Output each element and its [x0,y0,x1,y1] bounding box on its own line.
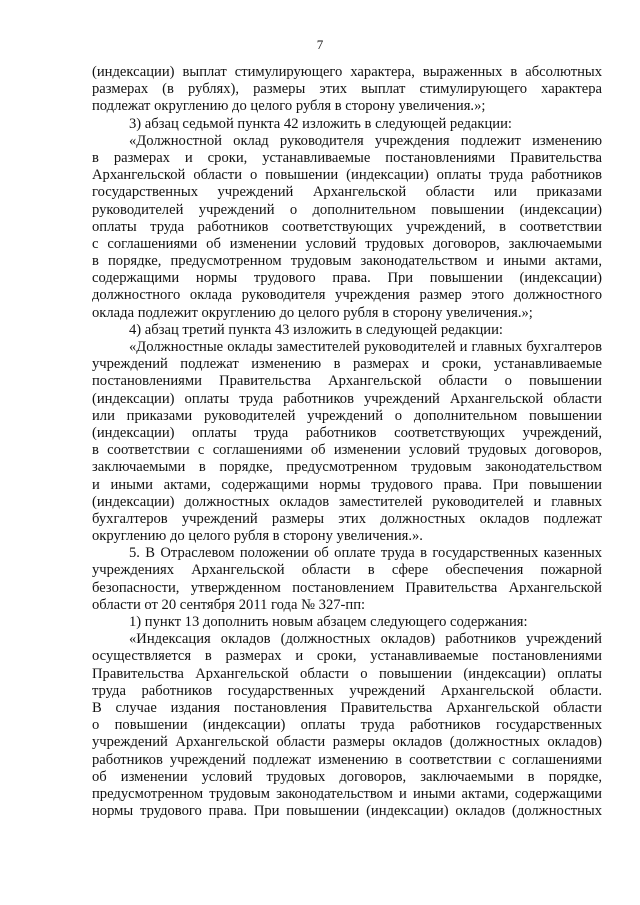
text-line: «Индексация окладов (должностных окладов) работников учреждений [129,631,602,648]
text-line: (индексации) должностных окладов заместителей руководителей и главных [92,493,602,510]
text-line: государственных учреждений Архангельской области или приказами [92,184,602,201]
text-line: округлению до целого рубля в сторону увеличения.». [92,528,423,545]
text-line: и иными актами, содержащими нормы трудового права. При повышении [92,476,602,493]
text-line: Архангельской области о повышении (индексации) оплаты труда работников [92,167,602,184]
text-line: работников учреждений подлежат изменению в соответствии с соглашениями [92,751,602,768]
document-body [92,64,602,820]
text-line: (индексации) оплаты труда работников учреждений Архангельской области [92,390,602,407]
text-line: осуществляется в размерах и сроки, устанавливаемые постановлениями [92,648,602,665]
text-line: 1) пункт 13 дополнить новым абзацем следующего содержания: [129,614,528,630]
text-line: в соответствии с соглашениями об изменении условий трудовых договоров, [92,442,602,459]
page-number: 7 [316,37,324,52]
text-line: о повышении (индексации) оплаты труда работников государственных [92,717,602,734]
text-line: содержащими нормы трудового права. При повышении (индексации) [92,270,602,287]
text-line: об изменении условий трудовых договоров, заключаемыми в порядке, [92,768,602,785]
text-line: учреждениях Архангельской области в сфере обеспечения пожарной [92,562,602,579]
text-line: или приказами руководителей учреждений о дополнительном повышении [92,407,602,424]
text-line: учреждений Архангельской области размеры окладов (должностных окладов) [92,734,602,751]
text-line: оплаты труда работников соответствующих учреждений, в соответствии [92,218,602,235]
text-line: бухгалтеров учреждений размеры этих должностных окладов подлежат [92,510,602,527]
text-line: в порядке, предусмотренном трудовым законодательством и иными актами, [92,253,602,270]
text-line: «Должностной оклад руководителя учреждения подлежит изменению [129,132,602,149]
text-line: 4) абзац третий пункта 43 изложить в следующей редакции: [129,321,503,338]
text-line: 5. В Отраслевом положении об оплате труда в государственных казенных [129,545,602,562]
text-line: с соглашениями об изменении условий трудовых договоров, заключаемыми [92,235,602,252]
text-line: размерах (в рублях), размеры этих выплат стимулирующего характера [92,81,602,98]
text-line: постановлениями Правительства Архангельской области о повышении [92,373,602,390]
text-line: должностного оклада руководителя учреждения размер этого должностного [92,287,602,304]
text-line: Правительства Архангельской области о повышении (индексации) оплаты [92,665,602,682]
text-line: «Должностные оклады заместителей руководителей и главных бухгалтеров [129,339,602,355]
text-line: В случае издания постановления Правительства Архангельской области [92,699,602,716]
text-line: труда работников государственных учреждений Архангельской области. [92,682,602,699]
text-line: нормы трудового права. При повышении (индексации) окладов (должностных [92,803,602,820]
text-line: области от 20 сентября 2011 года № 327-пп: [92,596,366,613]
text-line: 3) абзац седьмой пункта 42 изложить в следующей редакции: [129,115,512,132]
text-line: безопасности, утвержденном постановлением Правительства Архангельской [92,579,602,596]
text-line: (индексации) оплаты труда работников соответствующих учреждений, [92,424,602,441]
text-line: предусмотренном трудовым законодательством и иными актами, содержащими [92,785,602,802]
text-line: учреждений подлежат изменению в размерах и сроки, устанавливаемые [92,356,602,373]
text-line: заключаемыми в порядке, предусмотренном трудовым законодательством [92,459,602,476]
text-line: в размерах и сроки, устанавливаемые постановлениями Правительства [92,149,602,166]
text-line: оклада подлежит округлению до целого рубля в сторону увеличения.»; [92,304,533,321]
text-line: (индексации) выплат стимулирующего характера, выраженных в абсолютных [92,64,602,80]
text-line: подлежат округлению до целого рубля в сторону увеличения.»; [92,98,486,115]
text-line: руководителей учреждений о дополнительном повышении (индексации) [92,201,602,218]
